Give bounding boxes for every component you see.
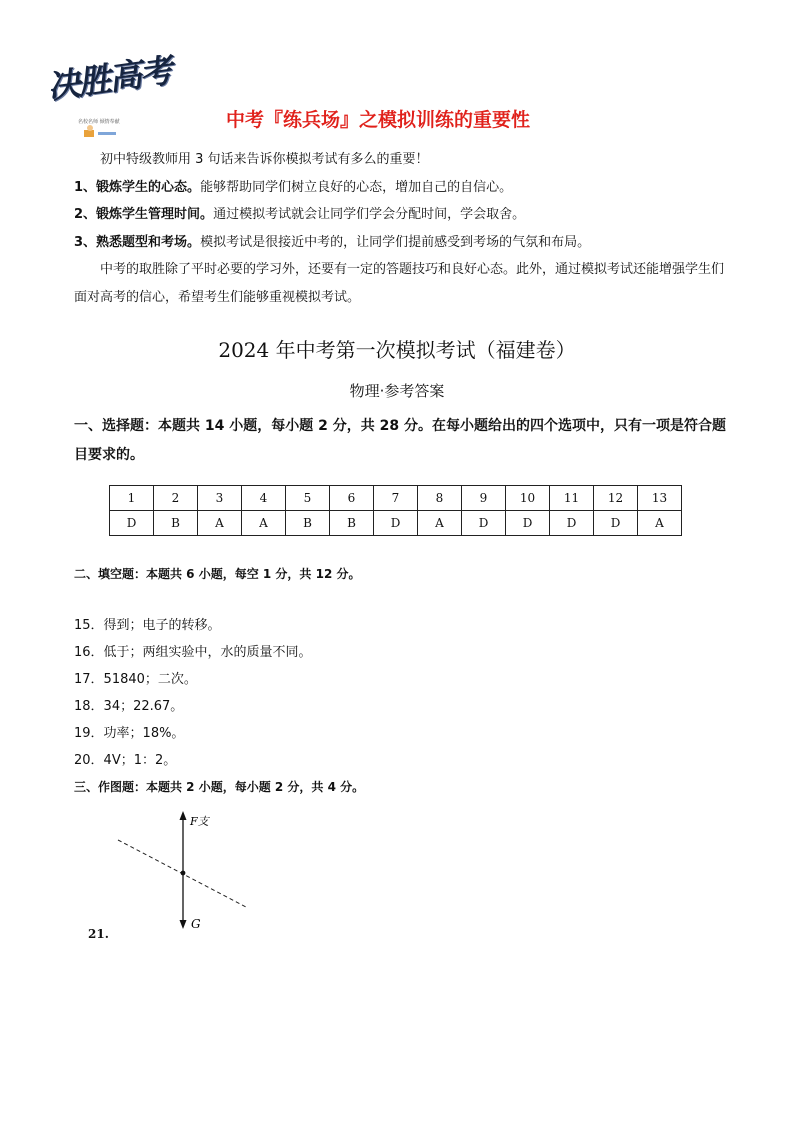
intro-point-1 xyxy=(74,174,734,202)
intro-point-2 xyxy=(74,201,734,229)
question-21-label: 21. xyxy=(88,927,109,941)
logo-tagline: 名校名师 倾情奉献 xyxy=(78,119,120,125)
fill-answer-item: 15．得到；电子的转移。 xyxy=(74,618,221,633)
answer-cell: B xyxy=(154,511,198,536)
question-number: 3 xyxy=(198,486,242,511)
answer-table-answers-row xyxy=(110,511,682,536)
intro-closing: 中考的取胜除了平时必要的学习外，还要有一定的答题技巧和良好心态。此外，通过模拟考试还能增强学生们面对高考的信心，希望考生们能够重视模拟考试。 xyxy=(74,262,725,305)
fill-answers xyxy=(74,612,312,774)
question-number: 12 xyxy=(594,486,638,511)
header-title: 中考『练兵场』之模拟训练的重要性 xyxy=(226,109,531,131)
support-arrowhead-icon xyxy=(180,811,187,820)
logo xyxy=(44,50,174,142)
question-number: 2 xyxy=(154,486,198,511)
question-number: 13 xyxy=(638,486,682,511)
logo-text: 决胜高考 xyxy=(44,50,174,107)
point-body: 模拟考试是很接近中考的，让同学们提前感受到考场的气氛和布局。 xyxy=(200,234,591,250)
question-number: 4 xyxy=(242,486,286,511)
force-diagram xyxy=(108,805,258,935)
exam-title: 2024 年中考第一次模拟考试（福建卷） xyxy=(218,338,576,362)
answer-table xyxy=(109,485,682,536)
answer-cell: D xyxy=(110,511,154,536)
fill-answer-item: 20．4V；1：2。 xyxy=(74,753,177,768)
center-point xyxy=(181,871,186,876)
intro-point-3 xyxy=(74,229,734,257)
section2-heading: 二、填空题：本题共 6 小题，每空 1 分，共 12 分。 xyxy=(74,567,361,581)
question-number: 10 xyxy=(506,486,550,511)
point-number: 2、 xyxy=(74,207,97,222)
point-head: 锻炼学生的心态。 xyxy=(96,179,201,195)
point-body: 通过模拟考试就会让同学们学会分配时间，学会取舍。 xyxy=(213,207,526,222)
question-number: 11 xyxy=(550,486,594,511)
answer-cell: A xyxy=(242,511,286,536)
question-number: 8 xyxy=(418,486,462,511)
logo-figure-icon xyxy=(82,124,122,138)
answer-table-numbers-row xyxy=(110,486,682,511)
fill-answer-item: 17．51840；二次。 xyxy=(74,672,197,687)
point-number: 1、 xyxy=(74,179,97,195)
fill-answer-item: 16．低于；两组实验中，水的质量不同。 xyxy=(74,645,312,660)
answer-cell: D xyxy=(506,511,550,536)
question-number: 6 xyxy=(330,486,374,511)
answer-cell: B xyxy=(330,511,374,536)
answer-cell: A xyxy=(638,511,682,536)
fill-answer-item: 18．34；22.67。 xyxy=(74,699,184,714)
point-body: 能够帮助同学们树立良好的心态，增加自己的自信心。 xyxy=(200,179,513,195)
question-number: 5 xyxy=(286,486,330,511)
point-head: 熟悉题型和考场。 xyxy=(96,234,201,250)
answer-cell: A xyxy=(418,511,462,536)
point-head: 锻炼学生管理时间。 xyxy=(96,207,214,222)
answer-cell: D xyxy=(462,511,506,536)
gravity-arrowhead-icon xyxy=(180,920,187,929)
answer-cell: D xyxy=(594,511,638,536)
answer-cell: B xyxy=(286,511,330,536)
answer-cell: D xyxy=(550,511,594,536)
support-force-label: F支 xyxy=(190,815,209,828)
point-number: 3、 xyxy=(74,234,97,250)
section3-heading: 三、作图题：本题共 2 小题，每小题 2 分，共 4 分。 xyxy=(74,780,365,794)
question-number: 9 xyxy=(462,486,506,511)
question-number: 1 xyxy=(110,486,154,511)
exam-subtitle: 物理·参考答案 xyxy=(349,382,445,400)
intro-lead: 初中特级教师用 3 句话来告诉你模拟考试有多么的重要！ xyxy=(100,152,429,167)
intro-section xyxy=(74,146,734,311)
section1-heading: 一、选择题：本题共 14 小题，每小题 2 分，共 28 分。在每小题给出的四个选项中，只有一项是符合题目要求的。 xyxy=(74,418,726,463)
gravity-label: G xyxy=(191,917,201,931)
answer-cell: D xyxy=(374,511,418,536)
fill-answer-item: 19．功率；18%。 xyxy=(74,726,185,741)
question-number: 7 xyxy=(374,486,418,511)
answer-cell: A xyxy=(198,511,242,536)
